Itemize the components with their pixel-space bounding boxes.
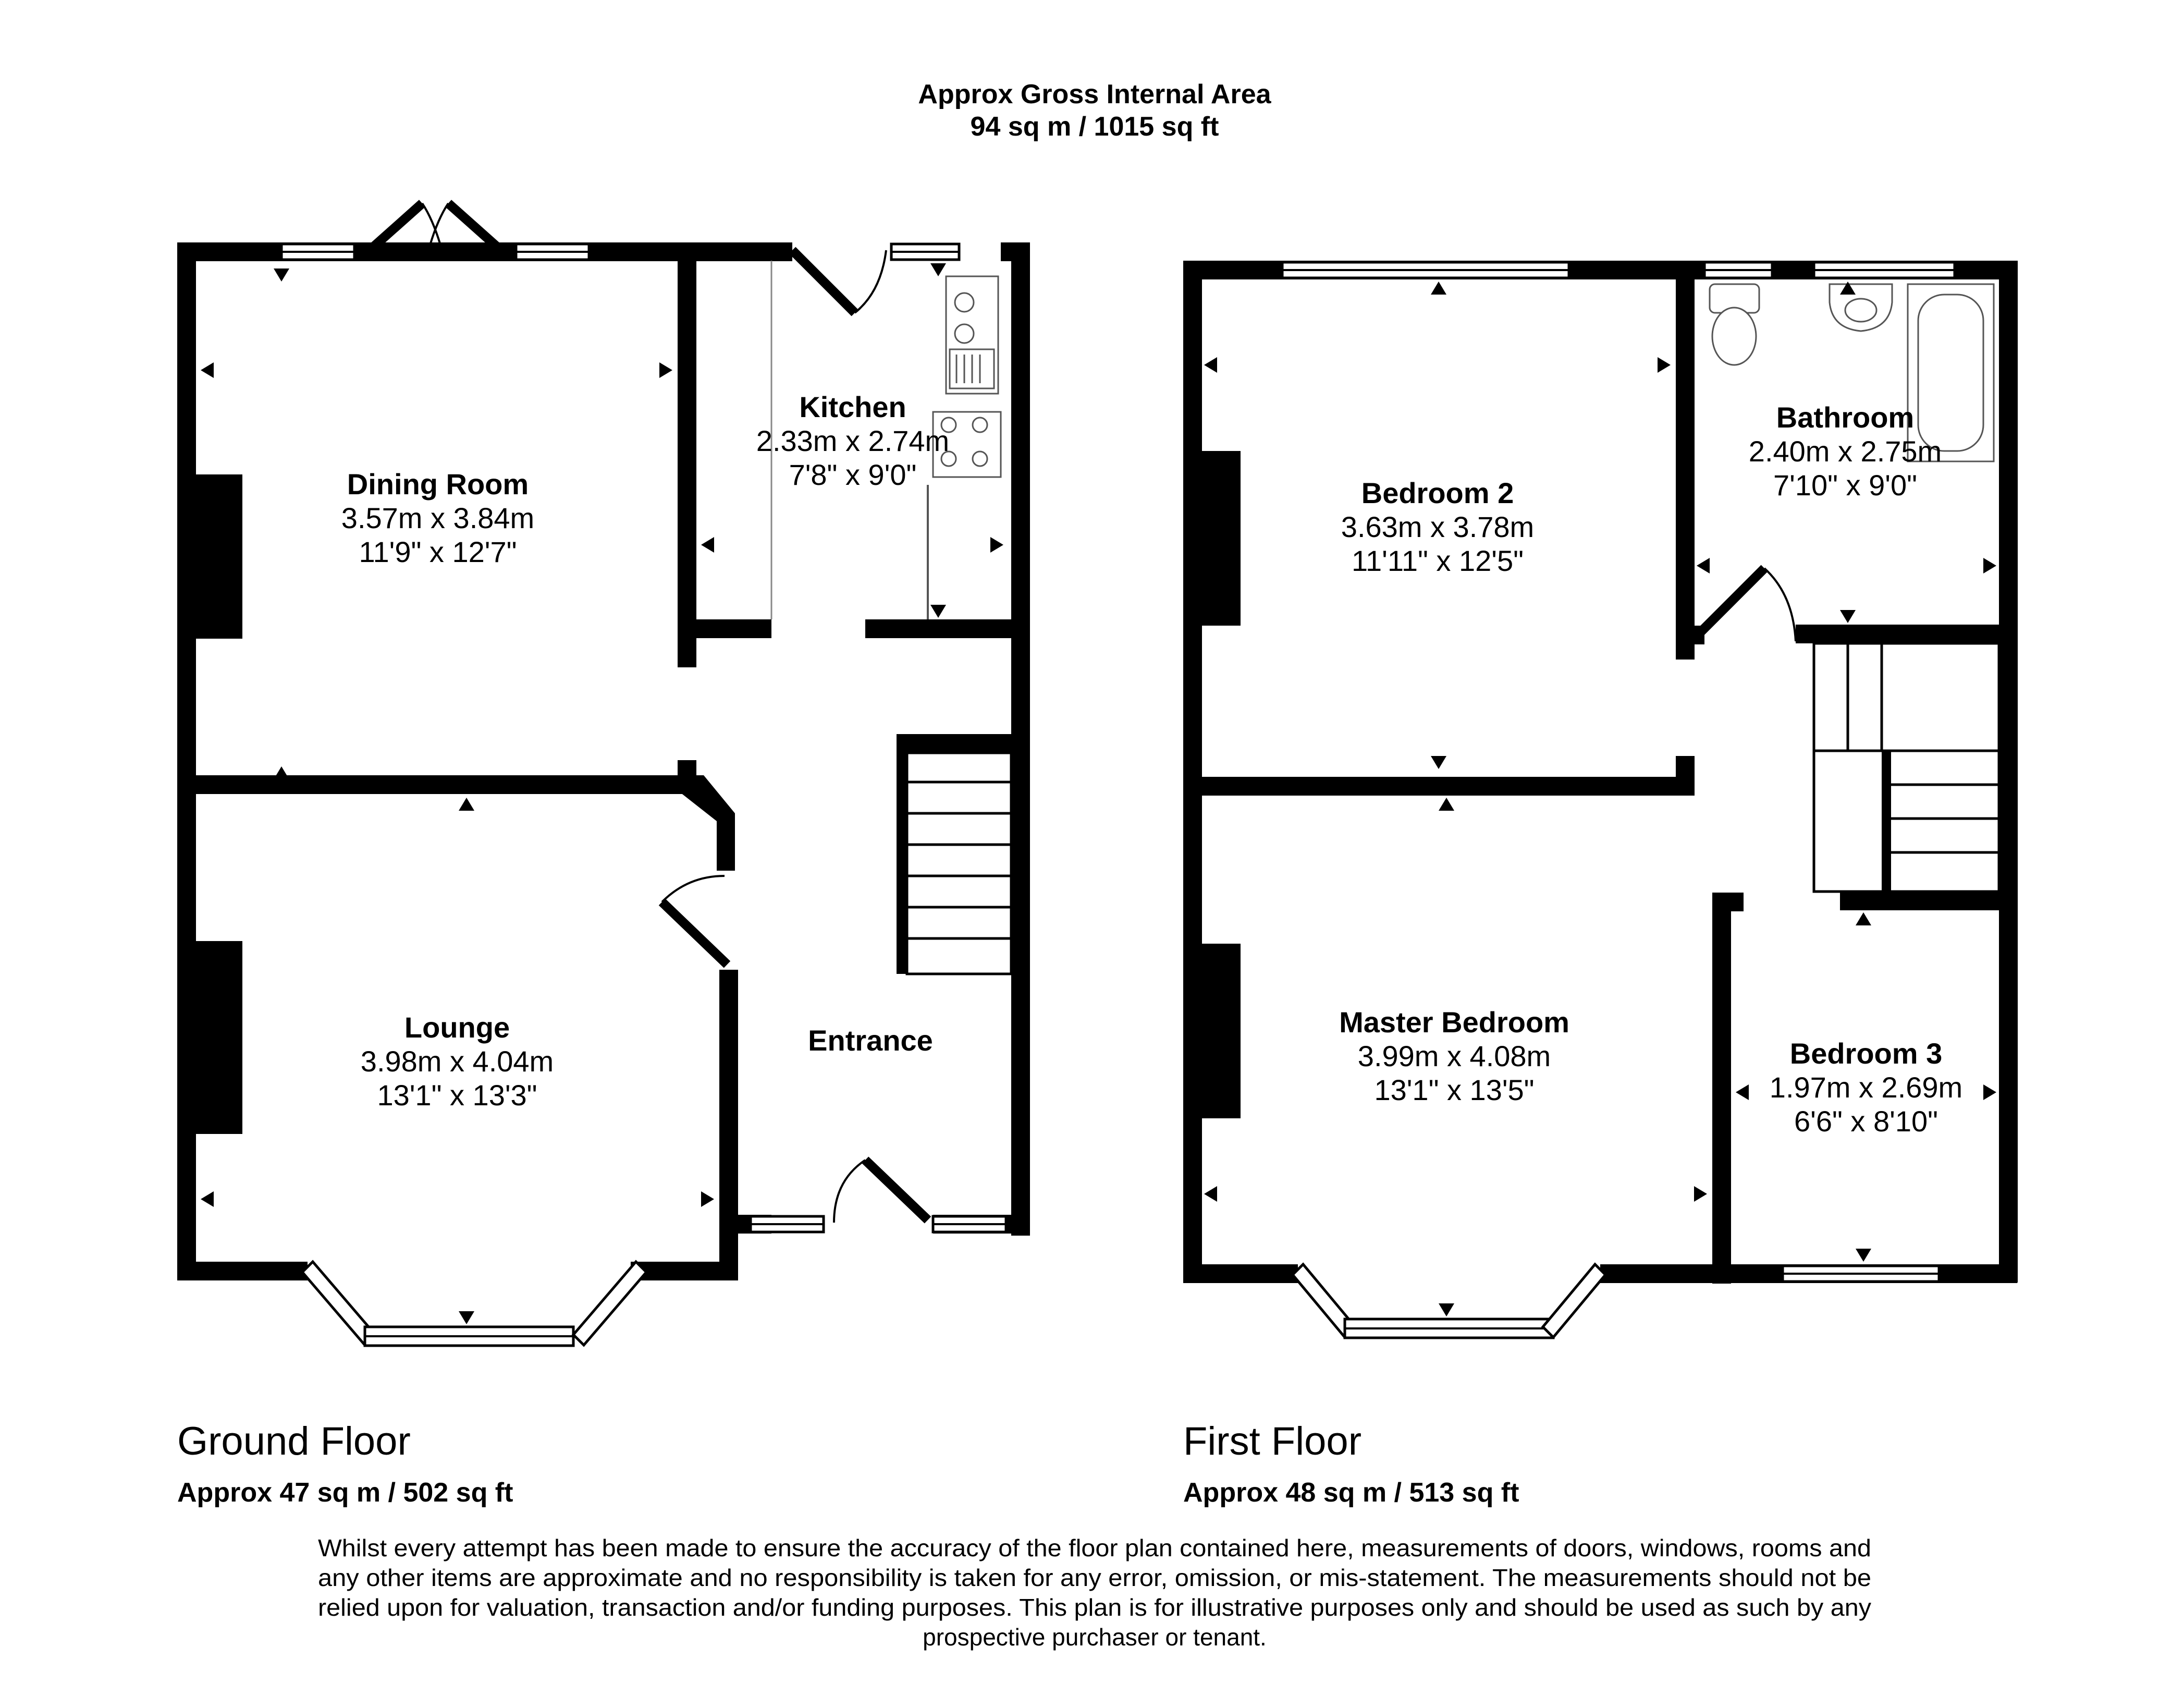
gf-dim-arrow bbox=[659, 362, 672, 378]
gf-wall bbox=[177, 775, 688, 794]
disclaimer bbox=[318, 1534, 1871, 1651]
gf-wall bbox=[719, 970, 738, 1280]
ff-dim-arrow bbox=[1439, 798, 1454, 811]
bathroom-metric: 2.40m x 2.75m bbox=[1748, 435, 1942, 468]
bedroom3-name: Bedroom 3 bbox=[1789, 1037, 1943, 1070]
gf-dim-arrow bbox=[930, 263, 946, 276]
ff-dim-arrow bbox=[1658, 357, 1671, 373]
first-floor-area: Approx 48 sq m / 513 sq ft bbox=[1183, 1478, 1519, 1508]
bathroom-name: Bathroom bbox=[1776, 401, 1915, 434]
master-bedroom-metric: 3.99m x 4.08m bbox=[1357, 1040, 1551, 1072]
lounge-metric: 3.98m x 4.04m bbox=[360, 1045, 554, 1078]
gf-dim-arrow bbox=[990, 537, 1003, 553]
gf-dim-arrow bbox=[274, 766, 289, 779]
gf-dim-arrow bbox=[459, 1311, 474, 1324]
ff-dim-arrow bbox=[1204, 357, 1217, 373]
ff-dim-arrow bbox=[1983, 1084, 1996, 1100]
gf-chimney-breast bbox=[177, 474, 242, 639]
ground-floor-area: Approx 47 sq m / 502 sq ft bbox=[177, 1478, 513, 1508]
gf-wall bbox=[678, 261, 696, 667]
master-bedroom-imperial: 13'1" x 13'5" bbox=[1374, 1073, 1535, 1106]
gf-window bbox=[281, 244, 354, 260]
gf-stairs bbox=[907, 753, 1011, 974]
gf-dim-arrow bbox=[201, 362, 214, 378]
ff-dim-arrow bbox=[1697, 558, 1710, 573]
gf-dim-arrow bbox=[201, 1191, 214, 1207]
gf-dim-arrow bbox=[701, 537, 714, 553]
ff-window bbox=[1814, 262, 1955, 278]
gf-dim-arrow bbox=[274, 269, 289, 282]
ff-chimney-breast bbox=[1183, 451, 1241, 626]
ground-floor-title: Ground Floor bbox=[177, 1419, 411, 1463]
dining-room-imperial: 11'9" x 12'7" bbox=[359, 535, 517, 568]
ff-wall bbox=[1712, 893, 1744, 911]
header-area: 94 sq m / 1015 sq ft bbox=[970, 112, 1219, 142]
ff-dim-arrow bbox=[1983, 558, 1996, 573]
ff-window bbox=[1282, 262, 1569, 278]
ff-dim-arrow bbox=[1204, 1186, 1217, 1202]
ff-basin bbox=[1830, 284, 1892, 331]
kitchen-imperial: 7'8" x 9'0" bbox=[789, 458, 917, 491]
bedroom3-metric: 1.97m x 2.69m bbox=[1769, 1071, 1963, 1104]
gf-sink-unit bbox=[946, 276, 998, 394]
ff-wall bbox=[1796, 625, 2018, 643]
first-floor-title: First Floor bbox=[1183, 1419, 1361, 1463]
disclaimer-line: relied upon for valuation, transaction and/or funding purposes. This plan is for illustrative purposes only and should be used as such by any bbox=[318, 1594, 1871, 1621]
ff-dim-arrow bbox=[1736, 1084, 1749, 1100]
ff-dim-arrow bbox=[1856, 912, 1871, 925]
gf-wall bbox=[177, 242, 792, 261]
ff-window bbox=[1704, 262, 1772, 278]
ff-toilet bbox=[1710, 284, 1759, 365]
gf-front-door bbox=[834, 1160, 928, 1223]
bedroom2-metric: 3.63m x 3.78m bbox=[1341, 510, 1535, 543]
first-floor-plan bbox=[1183, 261, 2018, 1338]
ff-dim-arrow bbox=[1431, 756, 1446, 769]
ff-bay-window bbox=[1293, 1264, 1605, 1338]
gf-wall bbox=[897, 734, 1030, 753]
gf-window bbox=[751, 1216, 824, 1232]
disclaimer-line: prospective purchaser or tenant. bbox=[923, 1624, 1267, 1651]
ff-wall bbox=[1183, 261, 1202, 1283]
ff-dim-arrow bbox=[1439, 1303, 1454, 1316]
gf-dim-arrow bbox=[701, 1191, 714, 1207]
ground-floor-plan bbox=[177, 203, 1030, 1346]
kitchen-metric: 2.33m x 2.74m bbox=[756, 424, 950, 457]
gf-wall bbox=[680, 775, 735, 871]
gf-wall bbox=[865, 619, 1030, 638]
ff-wall bbox=[1183, 1264, 1298, 1283]
ff-wall bbox=[1676, 261, 1695, 660]
ff-wall bbox=[1840, 892, 2017, 910]
ff-bathroom-door bbox=[1697, 568, 1796, 641]
ff-stairs bbox=[1814, 643, 1999, 892]
gf-window bbox=[516, 244, 589, 260]
ff-dim-arrow bbox=[1694, 1186, 1707, 1202]
gf-wall bbox=[678, 619, 771, 638]
gf-door bbox=[792, 250, 886, 313]
dining-room-name: Dining Room bbox=[347, 468, 529, 501]
gf-wall bbox=[897, 734, 907, 974]
ff-dim-arrow bbox=[1840, 610, 1856, 623]
gf-dim-arrow bbox=[459, 798, 474, 811]
kitchen-name: Kitchen bbox=[799, 391, 906, 423]
bedroom3-imperial: 6'6" x 8'10" bbox=[1794, 1105, 1938, 1138]
bedroom2-imperial: 11'11" x 12'5" bbox=[1352, 544, 1524, 577]
gf-chimney-breast bbox=[177, 941, 242, 1134]
ff-wall bbox=[1676, 756, 1695, 796]
lounge-name: Lounge bbox=[404, 1011, 510, 1044]
ff-chimney-breast bbox=[1183, 944, 1241, 1118]
ff-wall bbox=[1999, 261, 2018, 1283]
ff-wall bbox=[1712, 893, 1731, 1284]
lounge-imperial: 13'1" x 13'3" bbox=[377, 1079, 537, 1112]
ff-window bbox=[1783, 1266, 1939, 1282]
entrance-name: Entrance bbox=[808, 1024, 933, 1057]
disclaimer-line: any other items are approximate and no responsibility is taken for any error, omission, or mis-statement. The measurements should not be bbox=[318, 1564, 1871, 1591]
gf-dim-arrow bbox=[930, 605, 946, 618]
bathroom-imperial: 7'10" x 9'0" bbox=[1773, 469, 1917, 502]
gf-door bbox=[662, 876, 727, 965]
master-bedroom-name: Master Bedroom bbox=[1339, 1006, 1569, 1039]
disclaimer-line: Whilst every attempt has been made to ensure the accuracy of the floor plan contained here, measurements of doors, windows, rooms and bbox=[318, 1534, 1872, 1561]
ff-dim-arrow bbox=[1856, 1249, 1871, 1262]
dining-room-metric: 3.57m x 3.84m bbox=[341, 502, 535, 534]
gf-bay-window bbox=[302, 1262, 646, 1346]
ff-wall bbox=[1183, 777, 1694, 796]
gf-wall bbox=[177, 1262, 308, 1280]
header-title: Approx Gross Internal Area bbox=[918, 79, 1271, 109]
gf-window bbox=[933, 1216, 1006, 1232]
ff-dim-arrow bbox=[1431, 282, 1446, 295]
bedroom2-name: Bedroom 2 bbox=[1361, 477, 1514, 509]
gf-window bbox=[891, 244, 959, 260]
